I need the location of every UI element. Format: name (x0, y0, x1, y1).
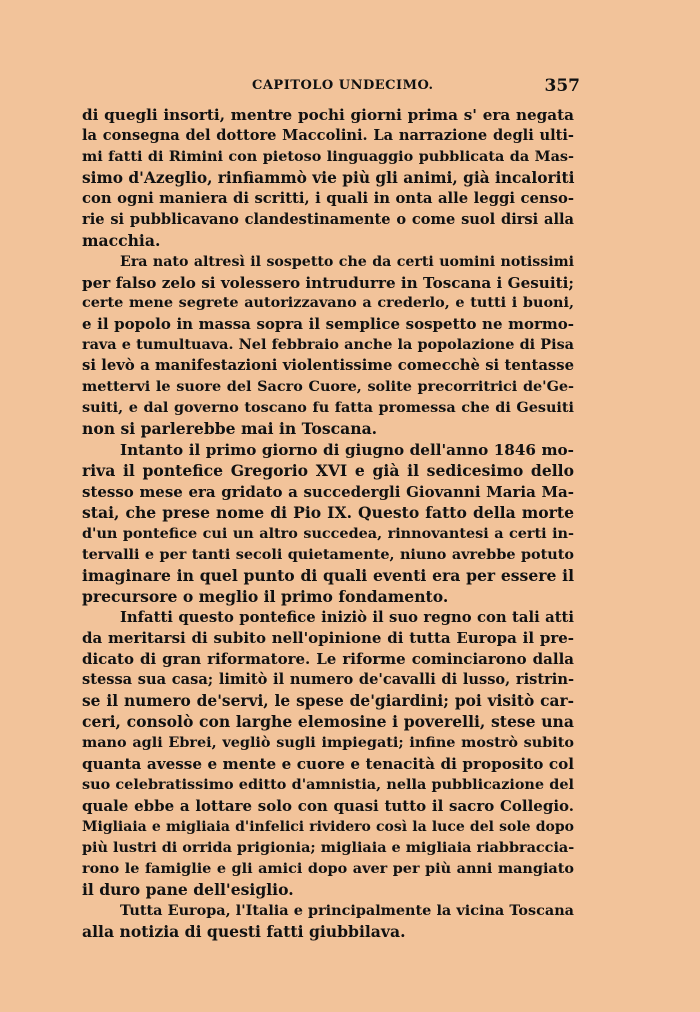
body-text (82, 105, 574, 943)
text-line: precursore o meglio il primo fondamento. (82, 586, 449, 606)
text-line: per falso zelo si volessero intrudurre in Toscana i Gesuiti; (82, 273, 574, 292)
text-line: stesso mese era gridato a succedergli Giovanni Maria Ma- (82, 482, 574, 501)
text-line: rie si pubblicavano clandestinamente o come suol dirsi alla (82, 210, 574, 228)
text-line: Era nato altresì il sospetto che da certi uomini notissimi (120, 253, 574, 270)
text-line: rono le famiglie e gli amici dopo aver per più anni mangiato (82, 859, 574, 877)
text-line: dicato di gran riformatore. Le riforme cominciarono dalla (82, 650, 574, 669)
text-line: mettervi le suore del Sacro Cuore, solite precorritrici de'Ge- (82, 378, 574, 396)
text-line: ceri, consolò con larghe elemosine i poverelli, stese una (82, 712, 574, 732)
text-line: stai, che prese nome di Pio IX. Questo fatto della morte (82, 502, 574, 522)
text-line: certe mene segrete autorizzavano a crederlo, e tutti i buoni, (82, 294, 574, 312)
text-line: il duro pane dell'esiglio. (82, 879, 294, 899)
text-line: da meritarsi di subito nell'opinione di tutta Europa il pre- (82, 629, 574, 648)
text-line: Migliaia e migliaia d'infelici rividero così la luce del sole dopo (82, 818, 574, 835)
text-line: non si parlerebbe mai in Toscana. (82, 419, 378, 439)
text-line: d'un pontefice cui un altro succedea, rinnovantesi a certi in- (82, 524, 574, 542)
paragraph (82, 608, 574, 901)
text-line: macchia. (82, 230, 161, 250)
text-line: la consegna del dottore Maccolini. La narrazione degli ulti- (82, 126, 574, 144)
text-line: Tutta Europa, l'Italia e principalmente la vicina Toscana (120, 901, 574, 919)
text-line: mano agli Ebrei, vegliò sugli impiegati; infine mostrò subito (82, 734, 574, 752)
chapter-title: CAPITOLO UNDECIMO. (252, 78, 434, 93)
text-line: alla notizia di questi fatti giubbilava. (82, 921, 406, 941)
text-line: rava e tumultuava. Nel febbraio anche la popolazione di Pisa (82, 336, 574, 354)
paragraph (82, 105, 574, 252)
text-line: si levò a manifestazioni violentissime comecchè si tentasse (82, 357, 574, 375)
running-head (82, 78, 580, 100)
text-line: imaginare in quel punto di quali eventi era per essere il (82, 565, 574, 585)
text-line: quale ebbe a lottare solo con quasi tutto il sacro Collegio. (82, 796, 574, 815)
paragraph (82, 440, 574, 608)
text-line: riva il pontefice Gregorio XVI e già il sedicesimo dello (82, 460, 574, 480)
text-line: con ogni maniera di scritti, i quali in onta alle leggi censo- (82, 189, 574, 207)
text-line: tervalli e per tanti secoli quietamente, niuno avrebbe potuto (82, 545, 574, 563)
paragraph (82, 901, 574, 943)
text-line: Infatti questo pontefice iniziò il suo regno con tali atti (120, 608, 574, 626)
text-line: di quegli insorti, mentre pochi giorni prima s' era negata (82, 106, 574, 124)
text-line: suiti, e dal governo toscano fu fatta promessa che di Gesuiti (82, 399, 574, 417)
text-line: suo celebratissimo editto d'amnistia, nella pubblicazione del (82, 776, 574, 793)
text-line: simo d'Azeglio, rinfiammò vie più gli animi, già incaloriti (82, 168, 575, 187)
text-line: stessa sua casa; limitò il numero de'cavalli di lusso, ristrin- (82, 671, 574, 689)
paragraph (82, 252, 574, 440)
text-line: Intanto il primo giorno di giugno dell'anno 1846 mo- (120, 441, 574, 459)
page-number: 357 (544, 76, 580, 96)
text-line: quanta avesse e mente e cuore e tenacità di proposito col (82, 755, 574, 774)
text-line: mi fatti di Rimini con pietoso linguaggio pubblicata da Mas- (82, 147, 574, 165)
text-line: se il numero de'servi, le spese de'giardini; poi visitò car- (82, 692, 574, 711)
text-line: più lustri di orrida prigionia; migliaia e migliaia riabbraccia- (82, 838, 575, 856)
text-line: e il popolo in massa sopra il semplice sospetto ne mormo- (82, 315, 574, 334)
